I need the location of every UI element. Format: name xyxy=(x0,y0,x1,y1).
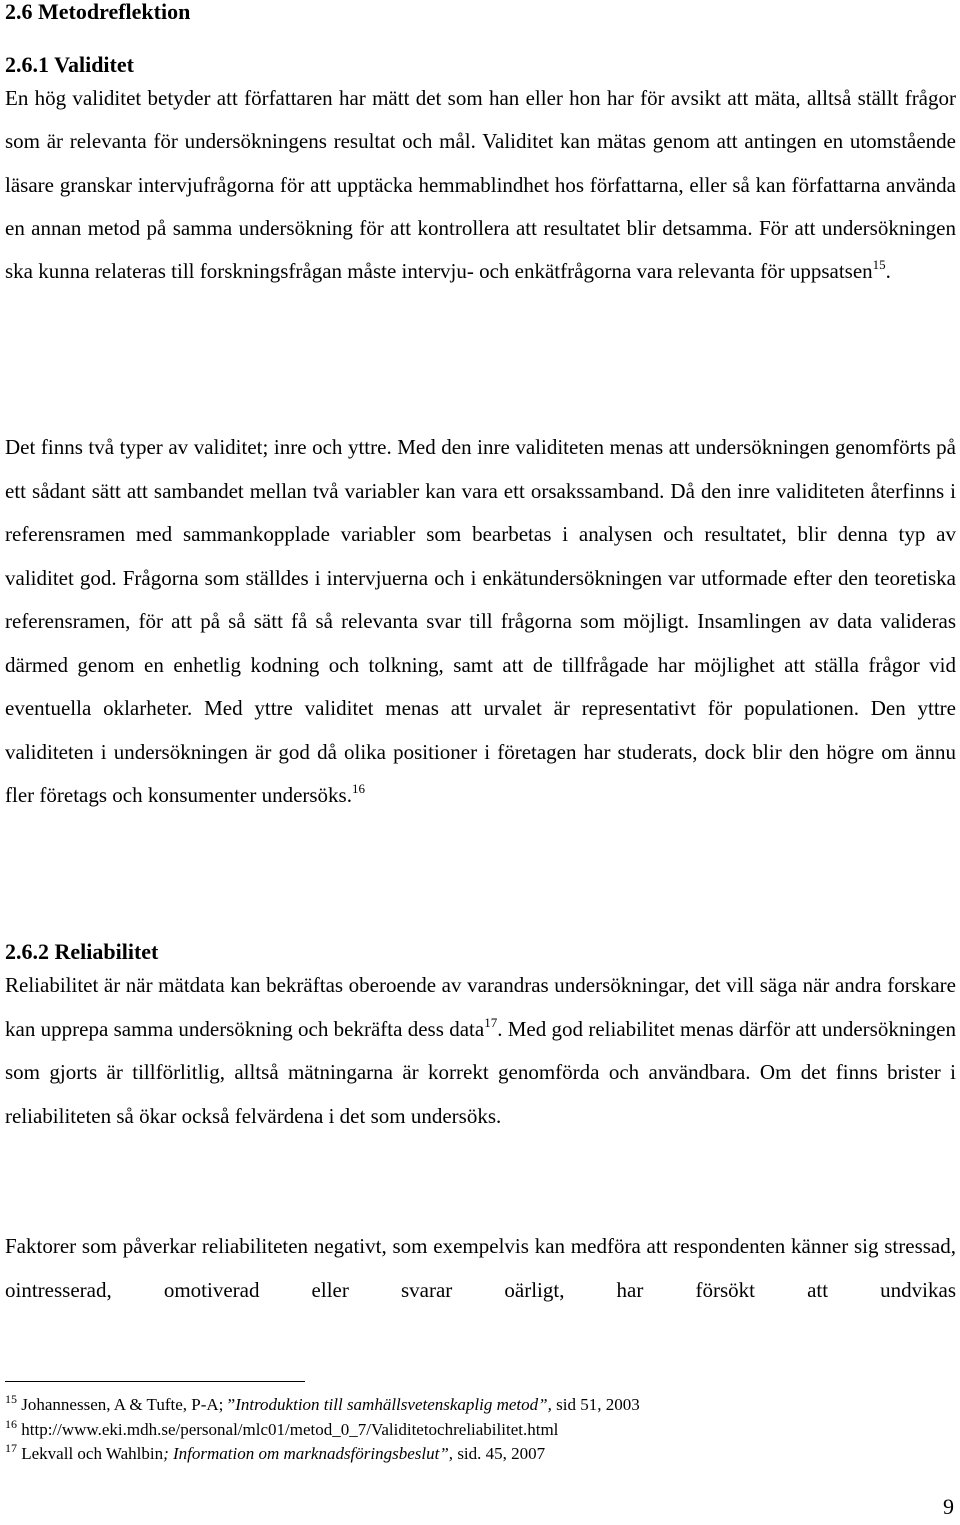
validitet-heading: 2.6.1 Validitet xyxy=(5,52,134,77)
paragraph-text: En hög validitet betyder att författaren har mätt det som han eller hon har för avsikt att mäta, alltså ställt frågor som är relevanta för undersökningens resultat och mål. Validitet kan mätas genom att antingen en utomstående läsare granskar intervjufrågorna för att upptäcka hemmablindhet hos författarna, eller så kan författarna använda en annan metod på samma undersökning för att kontrollera att resultatet blir detsamma. För att undersökningen ska kunna relateras till forskningsfrågan måste intervju- och enkätfrågorna vara relevanta för uppsatsen xyxy=(5,86,956,284)
footnote-link[interactable]: http://www.eki.mdh.se/personal/mlc01/metod_0_7/Validitetochreliabilitet.html xyxy=(21,1420,559,1439)
footnote-15 xyxy=(5,1394,640,1416)
footnote-text-end: sid 51, 2003 xyxy=(551,1395,640,1414)
page-number: 9 xyxy=(943,1494,954,1519)
paragraph-text: Faktorer som påverkar reliabiliteten negativt, som exempelvis kan medföra att respondenten känner sig stressad, ointresserad, omotiverad eller svarar oärligt, har försökt att undvikas xyxy=(5,1234,956,1302)
paragraph-text: Reliabilitet är när mätdata kan bekräftas oberoende av varandras undersökningar, det vill säga när andra forskare kan upprepa samma undersökning och bekräfta dess data xyxy=(5,973,956,1041)
section-heading: 2.6 Metodreflektion xyxy=(5,0,191,24)
paragraph-text: Det finns två typer av validitet; inre och yttre. Med den inre validiteten menas att undersökningen genomförts på ett sådant sätt att sambandet mellan två variabler kan vara ett orsakssamband. Då den inre validiteten återfinns i referensramen med sammankopplade variabler som bearbetas i analysen och resultatet, blir denna typ av validitet god. Frågorna som ställdes i intervjuerna och i enkätundersökningen var utformade efter den teoretiska referensramen, för att på så sätt få så relevanta svar till frågorna som möjligt. Insamlingen av data valideras därmed genom en enhetlig kodning och tolkning, samt att de tillfrågade har möjlighet att ställa frågor vid eventuella oklarheter. Med yttre validitet menas att urvalet är representativt för populationen. Den yttre validiteten i undersökningen är god då olika positioner i företagen har studerats, dock blir den högre om ännu fler företags och konsumenter undersöks. xyxy=(5,435,956,807)
footnote-text-end: sid. 45, 2007 xyxy=(453,1444,546,1463)
footnote-title: Introduktion till samhällsvetenskaplig metod xyxy=(235,1395,539,1414)
reliabilitet-heading: 2.6.2 Reliabilitet xyxy=(5,939,159,964)
footnote-separator xyxy=(5,1381,305,1382)
footnote-ref-15[interactable]: 15 xyxy=(872,257,886,273)
footnote-16 xyxy=(5,1419,558,1441)
footnote-number: 17 xyxy=(5,1441,17,1455)
footnote-ref-16[interactable]: 16 xyxy=(351,781,365,796)
footnote-text: Johannessen, A & Tufte, P-A; ” xyxy=(21,1395,236,1414)
footnote-text: Lekvall och Wahlbin xyxy=(21,1444,164,1463)
footnote-ref-17[interactable]: 17 xyxy=(484,1014,498,1030)
validitet-paragraph-2 xyxy=(5,426,956,818)
reliabilitet-paragraph-1 xyxy=(5,964,956,1138)
footnote-title: ; Information om marknadsföringsbeslut”, xyxy=(163,1444,454,1463)
paragraph-end: . xyxy=(885,259,891,284)
footnote-number: 15 xyxy=(5,1392,17,1406)
footnote-number: 16 xyxy=(5,1417,17,1431)
validitet-paragraph-1 xyxy=(5,77,956,293)
reliabilitet-paragraph-2 xyxy=(5,1225,956,1312)
paragraph-text-continued: . Med god reliabilitet menas därför att undersökningen som gjorts är tillförlitlig, alltså mätningarna är korrekt genomförda och användbara. Om det finns brister i reliabiliteten så ökar också felvärdena i det som undersöks. xyxy=(5,1016,956,1128)
footnote-title-end: ”, xyxy=(538,1395,552,1414)
footnote-17 xyxy=(5,1443,545,1465)
